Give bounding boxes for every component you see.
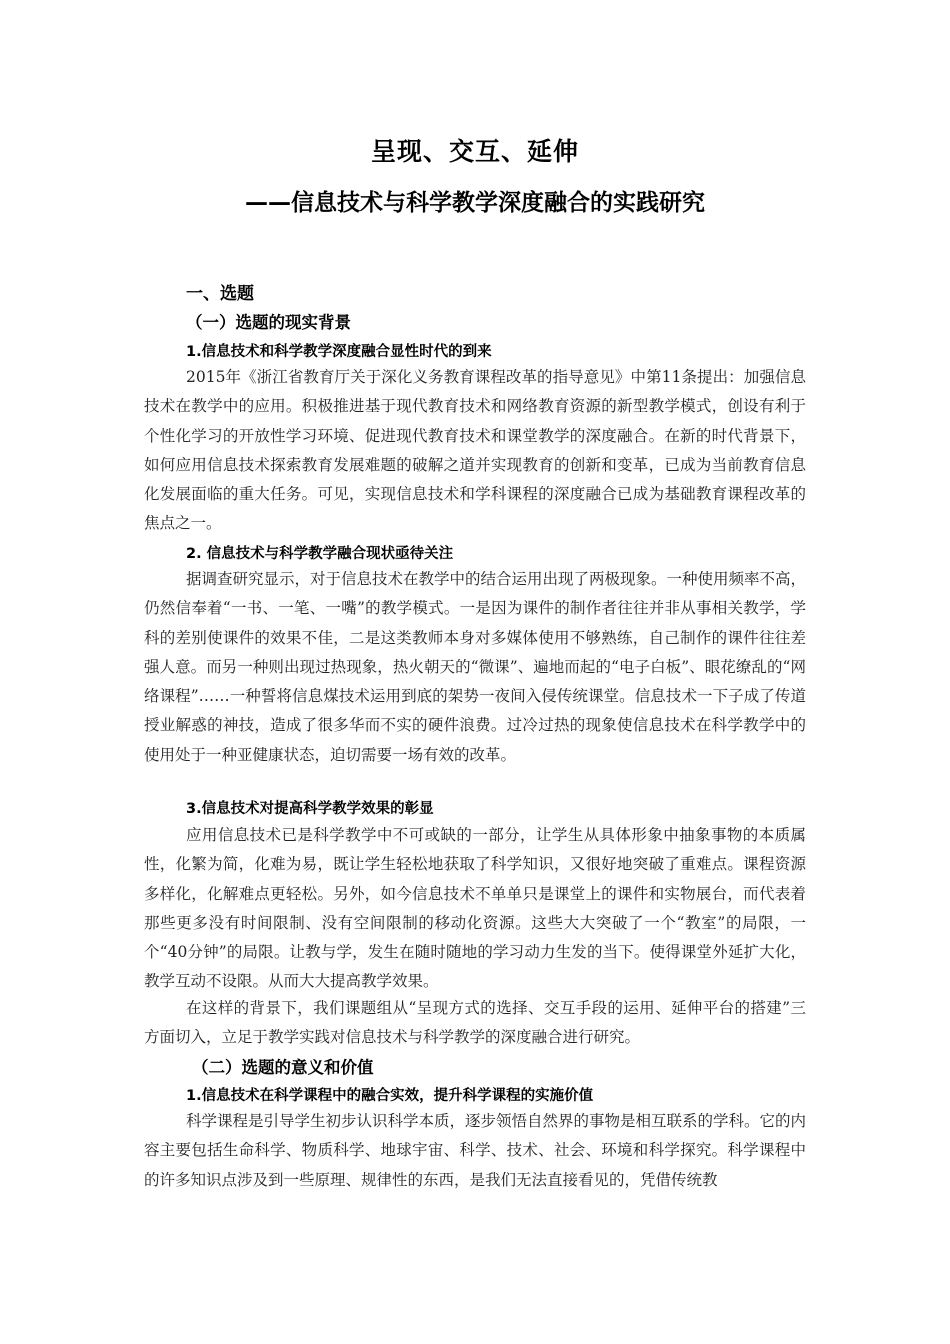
item-heading-1: 1.信息技术和科学教学深度融合显性时代的到来 (186, 344, 492, 360)
paragraph-1: 2015年《浙江省教育厅关于深化义务教育课程改革的指导意见》中第11条提出：加强信息技术在教学中的应用。积极推进基于现代教育技术和网络教育资源的新型教学模式，创设有利于个性化学习的开放性学习环境、促进现代教育技术和课堂教学的深度融合。在新的时代背景下，如何应用信息技术探索教育发展难题的破解之道并实现教育的创新和变革，已成为当前教育信息化发展面临的重大任务。可见，实现信息技术和学科课程的深度融合已成为基础教育课程改革的焦点之一。 (144, 368, 806, 533)
section-heading-1: 一、选题 (186, 284, 254, 304)
paragraph-4: 科学课程是引导学生初步认识科学本质，逐步领悟自然界的事物是相互联系的学科。它的内容主要包括生命科学、物质科学、地球宇宙、科学、技术、社会、环境和科学探究。科学课程中的许多知识点涉及到一些原理、规律性的东西，是我们无法直接看见的，凭借传统教 (144, 1112, 807, 1189)
document-title: 呈现、交互、延伸 (370, 137, 579, 166)
document-subtitle: ——信息技术与科学教学深度融合的实践研究 (245, 190, 705, 216)
paragraph-2: 据调查研究显示，对于信息技术在教学中的结合运用出现了两极现象。一种使用频率不高，仍然信奉着“一书、一笔、一嘴”的教学模式。一是因为课件的制作者往往并非从事相关教学，学科的差别使课件的效果不佳，二是这类教师本身对多媒体使用不够熟练，自己制作的课件往往差强人意。而另一种则出现过热现象，热火朝天的“微课”、遍地而起的“电子白板”、眼花缭乱的“网络课程”……一种誓将信息煤技术运用到底的架势一夜间入侵传统课堂。信息技术一下子成了传道授业解惑的神技，造成了很多华而不实的硬件浪费。过冷过热的现象使信息技术在科学教学中的使用处于一种亚健康状态，迫切需要一场有效的改革。 (144, 570, 807, 764)
item-heading-3: 3.信息技术对提高科学教学效果的彰显 (186, 801, 434, 817)
item-heading-2: 2. 信息技术与科学教学融合现状亟待关注 (186, 546, 454, 562)
subsection-heading-background: （一）选题的现实背景 (186, 313, 351, 332)
paragraph-summary: 在这样的背景下，我们课题组从“呈现方式的选择、交互手段的运用、延伸平台的搭建”三方面切入，立足于教学实践对信息技术与科学教学的深度融合进行研究。 (144, 999, 806, 1047)
subsection-heading-significance: （二）选题的意义和价值 (192, 1058, 374, 1077)
paragraph-3: 应用信息技术已是科学教学中不可或缺的一部分，让学生从具体形象中抽象事物的本质属性，化繁为简，化难为易，既让学生轻松地获取了科学知识，又很好地突破了重难点。课程资源多样化，化解难点更轻松。另外，如今信息技术不单单只是课堂上的课件和实物展台，而代表着那些更多没有时间限制、没有空间限制的移动化资源。这些大大突破了一个“教室”的局限，一个“40分钟”的局限。让教与学，发生在随时随地的学习动力生发的当下。使得课堂外延扩大化，教学互动不设限。从而大大提高教学效果。 (144, 826, 806, 991)
item-heading-4: 1.信息技术在科学课程中的融合实效，提升科学课程的实施价值 (186, 1088, 594, 1104)
